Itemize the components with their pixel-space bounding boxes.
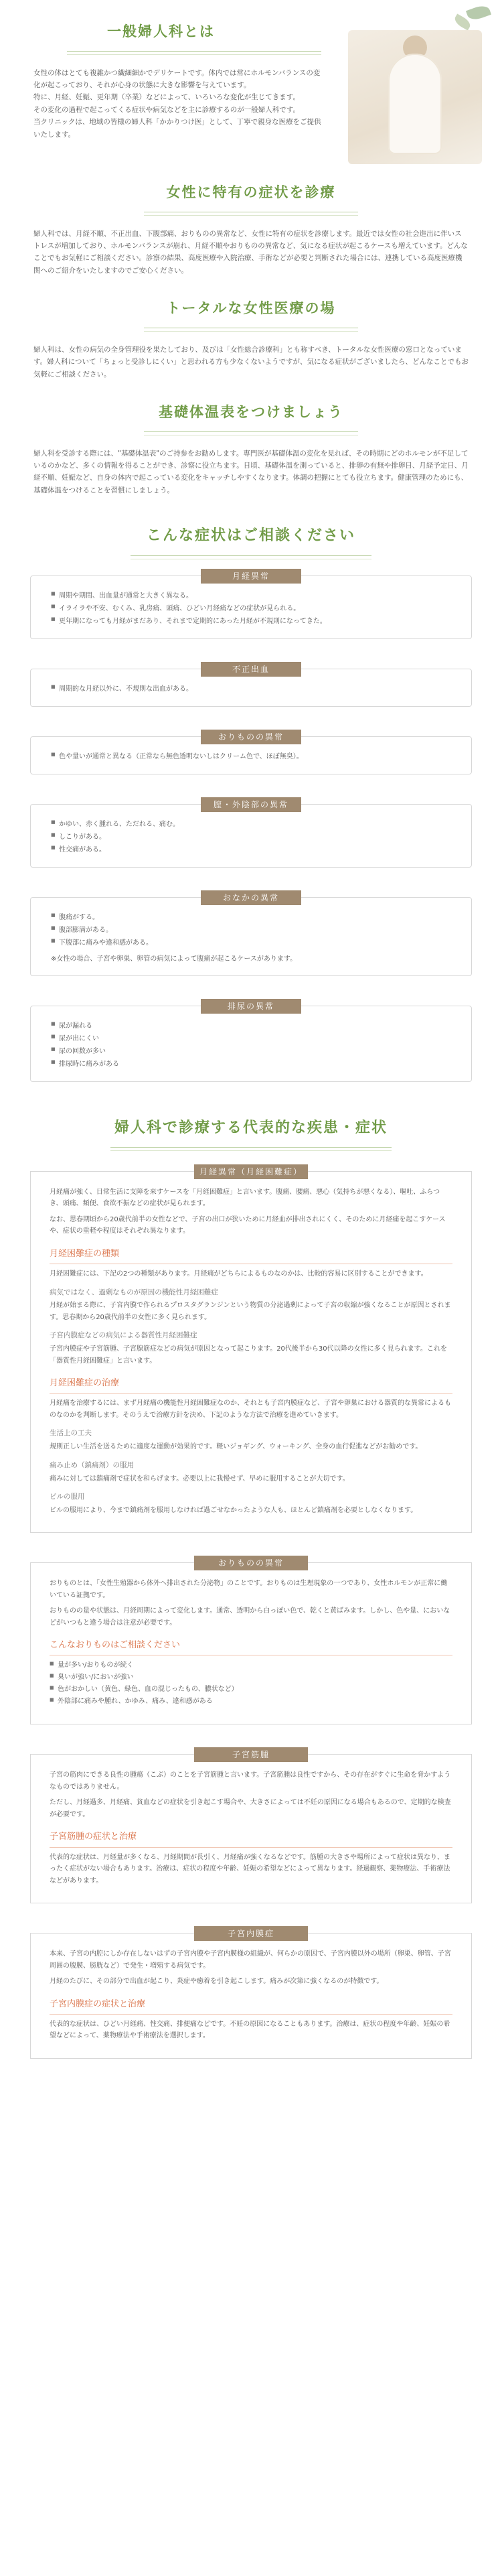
panel-label: おりものの異常 (194, 1556, 308, 1570)
panel-intro: おりものとは、「女性生殖器から体外へ排出された分泌物」のことです。おりものは生理現象の一つであり、女性ホルモンが正常に働いている証拠です。 (50, 1580, 448, 1599)
list-item: ■ 尿の回数が多い (51, 1045, 451, 1058)
section-divider (131, 555, 371, 559)
list-item: ■ 臭いが強い/においが強い (50, 1672, 452, 1684)
list-item: ■ イライラや不安、むくみ、乳房痛、頭痛、ひどい月経痛などの症状が見られる。 (51, 602, 451, 615)
list-item: ■ 性交痛がある。 (51, 843, 451, 856)
symptom-card-menstrual (30, 571, 472, 639)
card-label: 膣・外陰部の異常 (201, 797, 301, 812)
basal-temp-text: 婦人科を受診する際には、"基礎体温表"のご持参をお勧めします。専門医が基礎体温の変化を見れば、その時期にどのホルモンが不足しているのかなど、多くの情報を得ることができ、診察に役立ちます。日頃、基礎体温を測っていると、排卵の有無や排卵日、月経予定日、月経不順、妊娠など、自身の体内で起こっている変化をキャッチしやすくなります。体調の把握にとても役立ちます。健康管理のためにも、基礎体温をつけることを習慣にしましょう。 (33, 449, 469, 494)
panel-text: 子宮内膜症や子宮筋腫、子宮腺筋症などの病気が原因となって起こります。20代後半から30代以降の女性に多く見られます。これを「器質性月経困難症」と言います。 (50, 1345, 447, 1365)
list-item: ■ 外陰部に痛みや腫れ、かゆみ、痛み、違和感がある (50, 1696, 452, 1708)
panel-label: 子宮筋腫 (194, 1747, 308, 1762)
list-item: ■ 下腹部に痛みや違和感がある。 (51, 937, 451, 949)
consult-section (0, 503, 502, 1081)
intro-paragraph: 女性の体はとても複雑かつ繊細細かでデリケートです。体内では常にホルモンバランスの変化が起こっており、それが心身の状態に大きな影響を与えています。 (33, 68, 321, 90)
panel-heading: 子宮筋腫の症状と治療 (50, 1830, 452, 1847)
section-divider (144, 328, 358, 332)
panel-text: 月経痛を治療するには、まず月経痛の機能性月経困難症なのか、それとも子宮内膜症など、子宮や卵巣における器質的な異常によるものなのかを判断します。そのうえで治療方針を決め、下記のような方法で治療を進めていきます。 (50, 1400, 451, 1419)
basal-temp-section (0, 387, 502, 503)
list-item: ■ 量が多い/おりものが続く (50, 1659, 452, 1672)
intro-title: 一般婦人科とは (107, 23, 215, 40)
symptom-card-discharge (30, 732, 472, 774)
diseases-title: 婦人科で診療する代表的な疾患・症状 (114, 1119, 388, 1136)
basal-temp-title: 基礎体温表をつけましょう (159, 404, 343, 420)
panel-heading: 月経困難症の治療 (50, 1376, 452, 1394)
symptom-card-vulva (30, 799, 472, 868)
list-item: ■ 周期や期間、出血量が通常と大きく異なる。 (51, 590, 451, 602)
section-divider (144, 431, 358, 435)
specific-symptoms-text: 婦人科では、月経不順、不正出血、下腹部痛、おりものの異常など、女性に特有の症状を診療します。最近では女性の社会進出に伴いストレスが増加しており、ホルモンバランスが崩れ、月経不順やおりものの異常など、気になる症状が起こるケースも増えています。どんなことでもお気軽にご相談ください。診察の結果、高度医療や入院治療、手術などが必要と判断された場合には、連携している高度医療機関へのご紹介をいたしますのでご安心ください。 (33, 229, 468, 275)
intro-photo (348, 30, 482, 164)
panel-label: 月経異常（月経困難症） (194, 1164, 308, 1179)
card-label: 不正出血 (201, 662, 301, 677)
panel-label: 子宮内膜症 (194, 1926, 308, 1941)
card-label: 排尿の異常 (201, 999, 301, 1014)
total-care-text: 婦人科は、女性の病気の全身管理役を果たしており、及びは「女性総合診療科」とも称すべき、トータルな女性医療の窓口となっています。婦人科について「ちょっと受診しにくい」と思われる方も少なくないようですが、気になる症状がございましたら、どんなことでもお気軽にご相談ください。 (33, 345, 469, 379)
panel-intro: 本来、子宮の内腔にしか存在しないはずの子宮内膜や子宮内膜様の組織が、何らかの原因で、子宮内膜以外の場所（卵巣、卵管、子宮周囲の腹膜、膀胱など）で発生・増殖する病気です。 (50, 1950, 451, 1970)
panel-intro: なお、思春期頃から20歳代前半の女性などで、子宮の出口が狭いために月経血が排出されにくく、そのために月経痛を起こすケースや、症状の重軽や程度はそれぞれ異なります。 (50, 1215, 446, 1235)
panel-text: 痛みに対しては鎮痛剤で症状を和らげます。必要以上に我慢せず、早めに服用することが大切です。 (50, 1475, 349, 1483)
card-label: 月経異常 (201, 569, 301, 584)
list-item: ■ 尿が出にくい (51, 1032, 451, 1045)
photo-figure-body (388, 54, 442, 154)
disease-panel-fibroids (30, 1750, 472, 1903)
total-care-title: トータルな女性医療の場 (166, 300, 336, 317)
panel-text: 代表的な症状は、月経量が多くなる、月経期間が長引く、月経痛が強くなるなどです。筋腫の大きさや場所によって症状は異なり、まったく症状がない場合もあります。治療は、症状の程度や年齢、妊娠の希望などによって異なります。経過観察、薬物療法、手術療法などがあります。 (50, 1853, 450, 1885)
card-label: おなかの異常 (201, 890, 301, 905)
list-item: ■ 尿が漏れる (51, 1020, 451, 1032)
diseases-section (0, 1082, 502, 2059)
intro-paragraph: 特に、月経、妊娠、更年期（卒業）などによって、いろいろな変化が生じてきます。 (33, 93, 300, 102)
intro-divider (67, 51, 321, 55)
panel-subheading: 病気ではなく、過剰なものが原因の機能性月経困難症 (50, 1288, 218, 1296)
panel-intro: 月経痛が強く、日常生活に支障を来すケースを「月経困難症」と言います。腹痛、腰痛、悪心（気持ちが悪くなる）、嘔吐、ふらつき、頭痛、頻便、食欲不振などの症状が見られます。 (50, 1188, 440, 1208)
card-note: ※女性の場合、子宮や卵巣、卵管の病気によって腹痛が起こるケースがあります。 (51, 955, 297, 963)
intro-text (33, 67, 321, 141)
list-item: ■ しこりがある。 (51, 831, 451, 843)
list-item: ■ 腹部膨満がある。 (51, 924, 451, 937)
panel-text: 月経が始まる際に、子宮内膜で作られるプロスタグランジンという物質の分泌過剰によって子宮の収縮が強くなることが原因とされます。思春期から20歳代前半の女性に多く見られます。 (50, 1302, 451, 1321)
disease-panel-dysmenorrhea (30, 1166, 472, 1533)
symptom-card-abdomen (30, 892, 472, 976)
panel-subheading: 子宮内膜症などの病気による器質性月経困難症 (50, 1331, 197, 1340)
section-divider (144, 212, 358, 216)
total-care-section (0, 283, 502, 387)
panel-heading: 月経困難症の種類 (50, 1247, 452, 1264)
intro-paragraph: 当クリニックは、地域の皆様の婦人科「かかりつけ医」として、丁寧で親身な医療をご提供いたします。 (33, 118, 321, 139)
disease-panel-discharge (30, 1558, 472, 1724)
panel-intro: おりものの量や状態は、月経周期によって変化します。通常、透明から白っぽい色で、乾くと黄ばみます。しかし、色や量、においなどがいつもと違う場合は注意が必要です。 (50, 1607, 450, 1627)
panel-text: 月経困難症には、下記の2つの種類があります。月経痛がどちらによるものなのかは、比較的容易に区別することができます。 (50, 1270, 428, 1278)
panel-subheading: ピルの服用 (50, 1493, 85, 1501)
list-item: ■ 色や量いが通常と異なる（正常なら無色透明ないしはクリーム色で、ほぼ無臭）。 (51, 750, 451, 763)
panel-heading: 子宮内膜症の症状と治療 (50, 1997, 452, 2015)
symptom-card-bleeding (30, 664, 472, 707)
panel-text: 規則正しい生活を送るために適度な運動が効果的です。軽いジョギング、ウォーキング、全身の血行促進などがお勧めです。 (50, 1443, 422, 1451)
specific-symptoms-title: 女性に特有の症状を診療 (166, 184, 336, 200)
panel-intro: ただし、月経過多、月経痛、貧血などの症状を引き起こす場合や、大きさによっては不妊の原因になる場合もあるので、定期的な検査が必要です。 (50, 1799, 451, 1818)
section-divider (110, 1147, 392, 1151)
specific-symptoms-section (0, 167, 502, 283)
panel-intro: 子宮の筋肉にできる良性の腫瘍（こぶ）のことを子宮筋腫と言います。子宮筋腫は良性ですから、その存在がすぐに生命を脅かすようなものではありません。 (50, 1771, 451, 1791)
card-label: おりものの異常 (201, 730, 301, 744)
intro-section (0, 0, 502, 167)
intro-paragraph: その変化の過程で起こってくる症状や病気などを主に診療するのが一般婦人科です。 (33, 105, 300, 114)
page-bottom-spacer (0, 2059, 502, 2079)
list-item: ■ 腹痛がする。 (51, 911, 451, 924)
disease-panel-endometriosis (30, 1929, 472, 2059)
panel-heading: こんなおりものはご相談ください (50, 1638, 452, 1655)
symptom-card-urination (30, 1001, 472, 1082)
panel-intro: 月経のたびに、その部分で出血が起こり、炎症や癒着を引き起こします。痛みが次第に強くなるのが特徴です。 (50, 1978, 384, 1986)
list-item: ■ かゆい、赤く腫れる、ただれる、痛む。 (51, 818, 451, 831)
consult-title: こんな症状はご相談ください (146, 527, 355, 545)
panel-text: ピルの服用により、今まで鎮痛剤を服用しなければ過ごせなかったような人も、ほとんど鎮痛剤を必要としなくなります。 (50, 1506, 418, 1514)
list-item: ■ 周期的な月経以外に、不規則な出血がある。 (51, 683, 451, 695)
list-item: ■ 色がおかしい（黄色、緑色、血の混じったもの、膿状など） (50, 1684, 452, 1696)
panel-subheading: 痛み止め（鎮痛剤）の服用 (50, 1461, 134, 1469)
list-item: ■ 更年期になっても月経がまだあり、それまで定期的にあった月経が不規則になってきた。 (51, 615, 451, 628)
panel-subheading: 生活上の工夫 (50, 1429, 92, 1438)
panel-text: 代表的な症状は、ひどい月経痛、性交痛、排便痛などです。不妊の原因になることもあります。治療は、症状の程度や年齢、妊娠の希望などによって、薬物療法や手術療法を選択します。 (50, 2020, 450, 2040)
list-item: ■ 排尿時に痛みがある (51, 1058, 451, 1071)
